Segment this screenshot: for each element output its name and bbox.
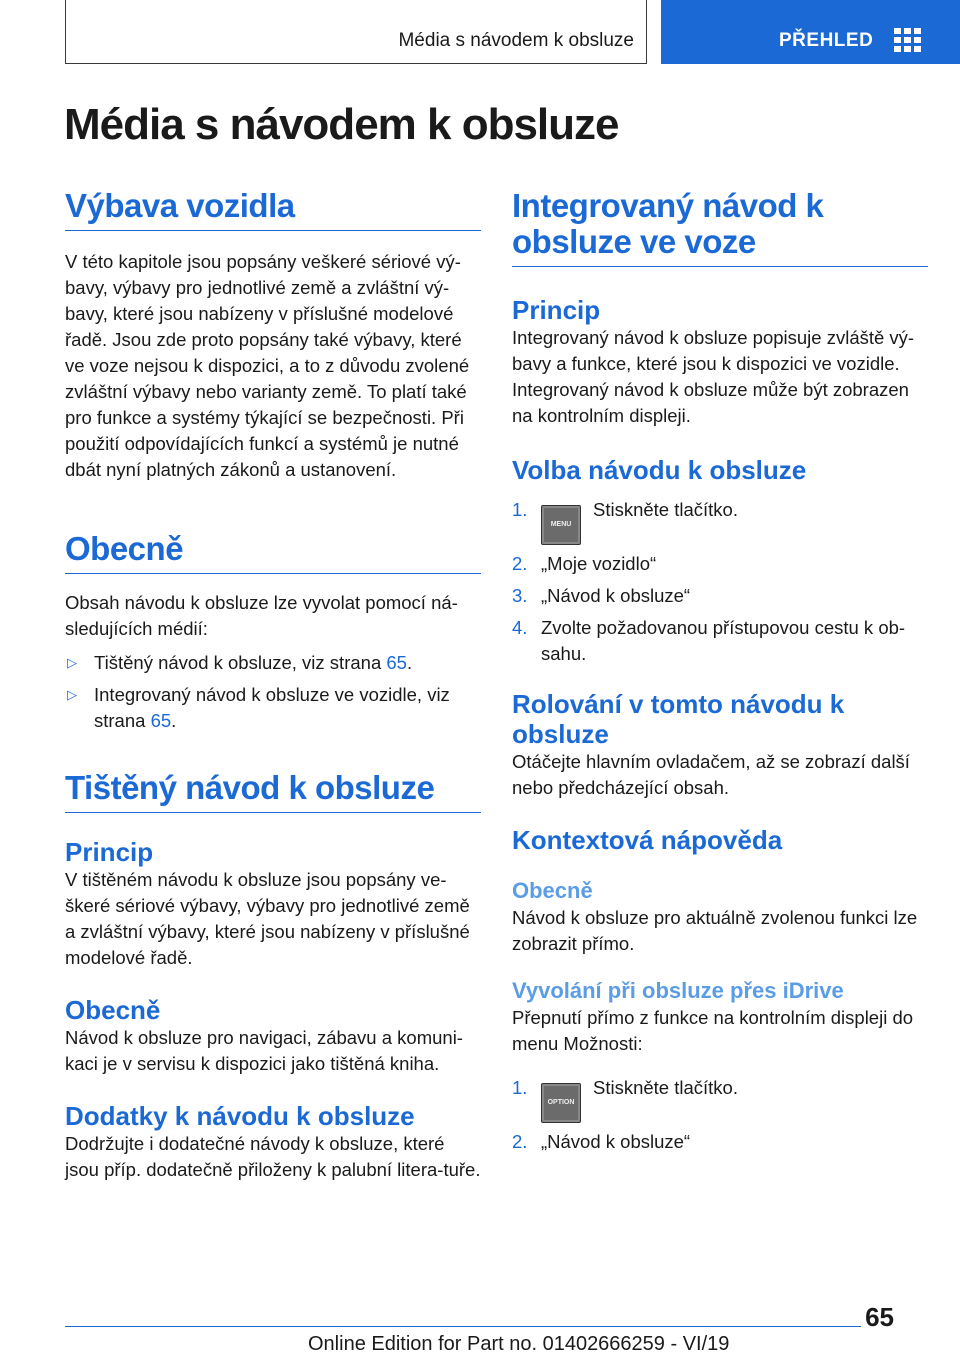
subheading-rolovani: Rolování v tomto návodu k obsluze <box>512 689 845 749</box>
kontext-obecne-body: Návod k obsluze pro aktuálně zvolenou funkci lze zobrazit přímo. <box>512 907 918 954</box>
list-item-text: Integrovaný návod k obsluze ve vozidle, viz strana <box>94 684 450 731</box>
step-number: 1. <box>512 499 528 520</box>
tisteny-dodatky-body: Dodržujte i dodatečné návody k obsluze, které jsou příp. dodatečně přiloženy k palubní litera-tuře. <box>65 1133 481 1180</box>
list-item <box>65 650 481 676</box>
triangle-bullet-icon: ▷ <box>67 655 77 670</box>
obecne-body: Obsah návodu k obsluze lze vyvolat pomocí ná-sledujících médií: <box>65 592 458 639</box>
header-section-title: Média s návodem k obsluze <box>398 30 634 51</box>
page-link[interactable]: 65 <box>150 710 172 731</box>
left-column <box>65 188 481 1183</box>
step-number: 2. <box>512 553 528 574</box>
media-list <box>65 650 481 734</box>
step-number: 1. <box>512 1077 528 1098</box>
step-text: Stiskněte tlačítko. <box>593 499 738 520</box>
triangle-bullet-icon: ▷ <box>67 687 77 702</box>
header-section-box <box>65 0 647 64</box>
tisteny-princip-body: V tištěném návodu k obsluze jsou popsány ve-škeré sériové výbavy, výbavy pro jednotlivé země a zvláštní výbavy, které jsou nabízeny v příslušné modelové řadě. <box>65 869 470 968</box>
subheading-princip: Princip <box>512 295 601 325</box>
page-link[interactable]: 65 <box>386 652 407 673</box>
subheading-volba: Volba návodu k obsluze <box>512 455 807 485</box>
right-column <box>512 188 928 1155</box>
section-heading-vybava: Výbava vozidla <box>65 188 481 231</box>
integrovany-princip-body: Integrovaný návod k obsluze popisuje zvláště vý-bavy a funkce, které jsou k dispozici ve vozidle. Integrovaný návod k obsluze může být zobrazen na kontrolním displeji. <box>512 327 915 426</box>
subheading-dodatky: Dodatky k návodu k obsluze <box>65 1101 415 1131</box>
step-item <box>512 583 928 609</box>
step-item <box>512 497 928 545</box>
rolovani-body: Otáčejte hlavním ovladačem, až se zobrazí další nebo předcházející obsah. <box>512 751 910 798</box>
subheading-princip: Princip <box>65 837 154 867</box>
page-title: Média s návodem k obsluze <box>64 100 619 149</box>
volba-steps <box>512 497 928 667</box>
footer-divider <box>65 1326 861 1327</box>
step-item <box>512 1129 928 1155</box>
subheading-obecne: Obecně <box>65 995 161 1025</box>
tisteny-obecne-body: Návod k obsluze pro navigaci, zábavu a komuni-kaci je v servisu k dispozici jako tištěná kniha. <box>65 1027 463 1074</box>
subheading-kontext-obecne: Obecně <box>512 878 593 903</box>
list-item-end: . <box>406 652 413 673</box>
overview-nav-button[interactable] <box>661 0 960 64</box>
list-item-text: Tištěný návod k obsluze, viz strana <box>94 652 387 673</box>
subheading-vyvolani: Vyvolání při obsluze přes iDrive <box>512 978 844 1003</box>
step-text: „Moje vozidlo“ <box>541 553 657 574</box>
footer-edition: Online Edition for Part no. 01402666259 - VI/19 <box>308 1333 730 1355</box>
grid-icon <box>894 28 922 52</box>
step-number: 3. <box>512 585 528 606</box>
subheading-kontext: Kontextová nápověda <box>512 825 783 855</box>
vybava-body: V této kapitole jsou popsány veškeré sériové vý-bavy, výbavy pro jednotlivé země a zvláštní vý-bavy, které jsou nabízeny v příslušné modelové řadě. Jsou zde proto popsány také výbavy, které ve voze nejsou k dispozici, a to z důvodu zvolené zvláštní výbavy nebo varianty země. To platí také pro funkce a systémy týkající se bezpečnosti. Při použití odpovídajících funkcí a systémů je nutné dbát nyní platných zákonů a ustanovení. <box>65 251 470 480</box>
list-item-end: . <box>171 710 177 731</box>
step-number: 2. <box>512 1131 528 1152</box>
step-text: Stiskněte tlačítko. <box>593 1077 738 1098</box>
menu-button-icon: MENU <box>541 505 581 545</box>
list-item <box>65 682 481 734</box>
vyvolani-steps <box>512 1075 928 1155</box>
step-text: „Návod k obsluze“ <box>541 585 691 606</box>
vyvolani-body: Přepnutí přímo z funkce na kontrolním displeji do menu Možnosti: <box>512 1007 914 1054</box>
page-number: 65 <box>865 1302 894 1332</box>
step-text: Zvolte požadovanou přístupovou cestu k ob-sahu. <box>541 617 906 664</box>
overview-nav-label: PŘEHLED <box>779 30 874 51</box>
step-item <box>512 551 928 577</box>
step-text: „Návod k obsluze“ <box>541 1131 691 1152</box>
step-item <box>512 615 928 667</box>
step-item <box>512 1075 928 1123</box>
section-heading-integrovany: Integrovaný návod k obsluze ve voze <box>512 188 928 267</box>
option-button-icon: OPTION <box>541 1083 581 1123</box>
section-heading-obecne: Obecně <box>65 531 481 574</box>
section-heading-tisteny: Tištěný návod k obsluze <box>65 770 481 813</box>
step-number: 4. <box>512 617 528 638</box>
